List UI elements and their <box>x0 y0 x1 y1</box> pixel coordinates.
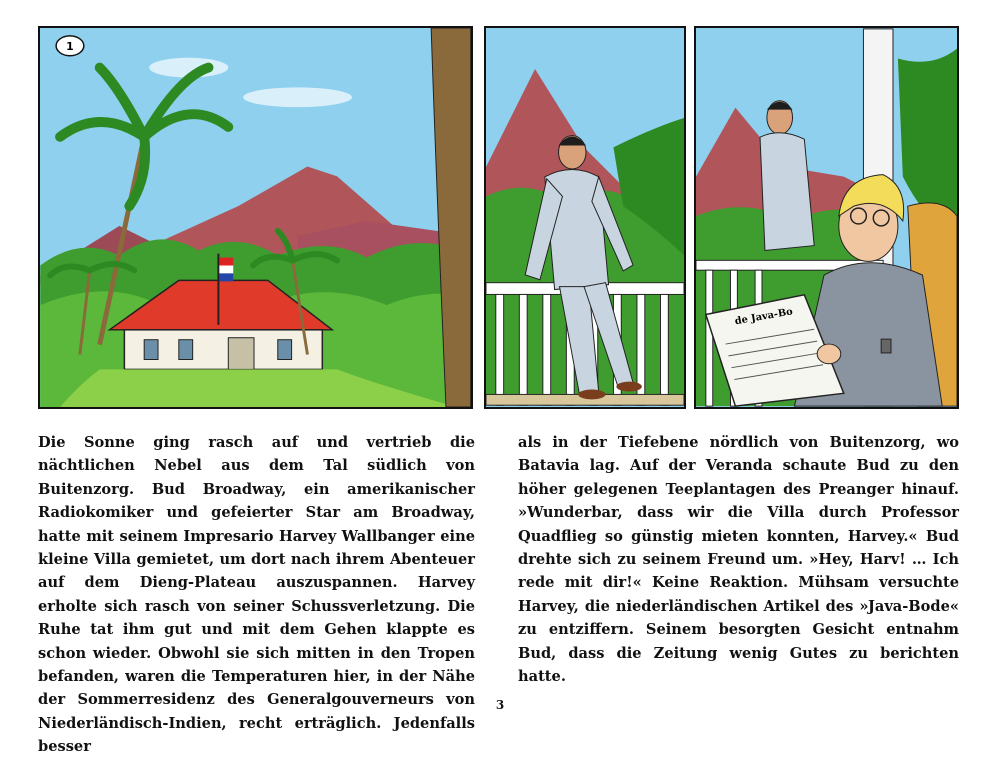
story-paragraph-left: Die Sonne ging rasch auf und vertrieb die nächtlichen Nebel aus dem Tal südlich von Buitenzorg. Bud Broadway, ein amerikanischer Radiokomiker und gefeierter Star am Broadway, hatte mit seinem Impresario Harvey Wallbanger eine kleine Villa gemietet, um dort nach ihrem Abenteuer auf dem Dieng-Plateau auszuspannen. Harvey erholte sich rasch von seiner Schussverletzung. Die Ruhe tat ihm gut und mit dem Gehen klappte es schon wieder. Obwohl sie sich mitten in den Tropen befanden, waren die Temperaturen hier, in der Nähe der Sommerresidenz des Generalgouverneurs von Niederländisch-Indien, recht erträglich. Jedenfalls besser <box>38 434 475 756</box>
harvey-newspaper-illustration <box>696 28 957 407</box>
page-number: 3 <box>495 698 505 712</box>
comic-panel-2 <box>484 26 686 409</box>
veranda-bud-illustration <box>486 28 684 407</box>
newspaper-masthead: de Java-Bo <box>734 306 794 328</box>
story-paragraph-right: als in der Tiefebene nördlich von Buitenzorg, wo Batavia lag. Auf der Veranda schaute Bud zu den höher gelegenen Teeplantagen des Preanger hinauf. »Wunderbar, dass wir die Villa durch Professor Quadflieg so günstig mieten konnten, Harvey.« Bud drehte sich zu seinem Freund um. »Hey, Harv! … Ich rede mit dir!« Keine Reaktion. Mühsam versuchte Harvey, die niederländischen Artikel des »Java-Bode« zu entziffern. Seinem besorgten Gesicht entnahm Bud, dass die Zeitung wenig Gutes zu berichten hatte. <box>518 434 959 686</box>
comic-panel-1 <box>38 26 473 409</box>
villa-landscape-illustration <box>40 28 471 407</box>
comic-panel-3 <box>694 26 959 409</box>
story-text-right-column <box>518 431 959 688</box>
panel-number: 1 <box>66 39 74 53</box>
